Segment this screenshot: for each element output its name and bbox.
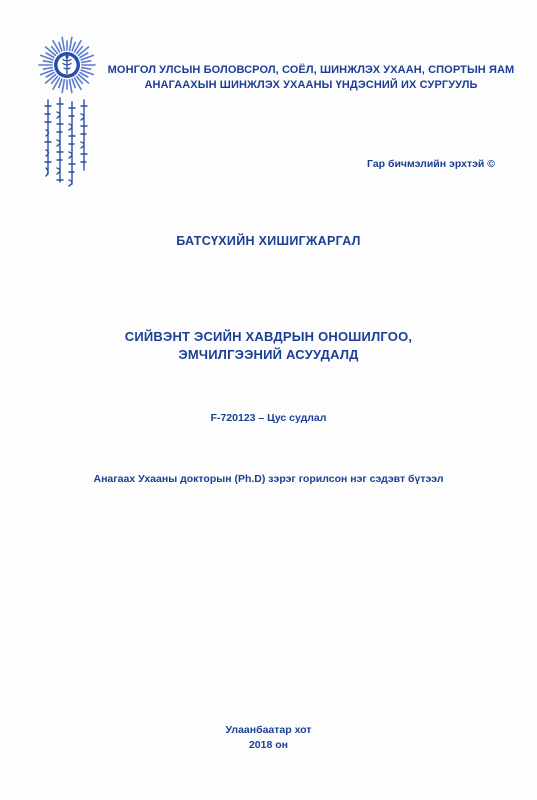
title-line-1: СИЙВЭНТ ЭСИЙН ХАВДРЫН ОНОШИЛГОО, (124, 329, 413, 344)
mongolian-script-emblem (40, 96, 96, 188)
university-emblem-icon (38, 36, 96, 94)
degree-statement: Анагаах Ухааны докторын (Ph.D) зэрэг горилсон нэг сэдэвт бүтээл (93, 473, 444, 485)
city: Улаанбаатар хот (225, 724, 312, 736)
author-name: БАТСҮХИЙН ХИШИГЖАРГАЛ (176, 234, 361, 248)
title-line-2: ЭМЧИЛГЭЭНИЙ АСУУДАЛД (178, 347, 359, 362)
university-name: АНАГААХЫН ШИНЖЛЭХ УХААНЫ ҮНДЭСНИЙ ИХ СУРГУУЛЬ (144, 79, 478, 91)
year: 2018 он (248, 739, 289, 751)
manuscript-rights-notice: Гар бичмэлийн эрхтэй © (367, 158, 495, 170)
ministry-name: МОНГОЛ УЛСЫН БОЛОВСРОЛ, СОЁЛ, ШИНЖЛЭХ УХААН, СПОРТЫН ЯАМ (107, 64, 515, 76)
place-and-year (0, 723, 537, 753)
dissertation-title (0, 328, 537, 364)
organization-header (106, 63, 516, 93)
specialty-code: F-720123 – Цус судлал (210, 412, 327, 424)
